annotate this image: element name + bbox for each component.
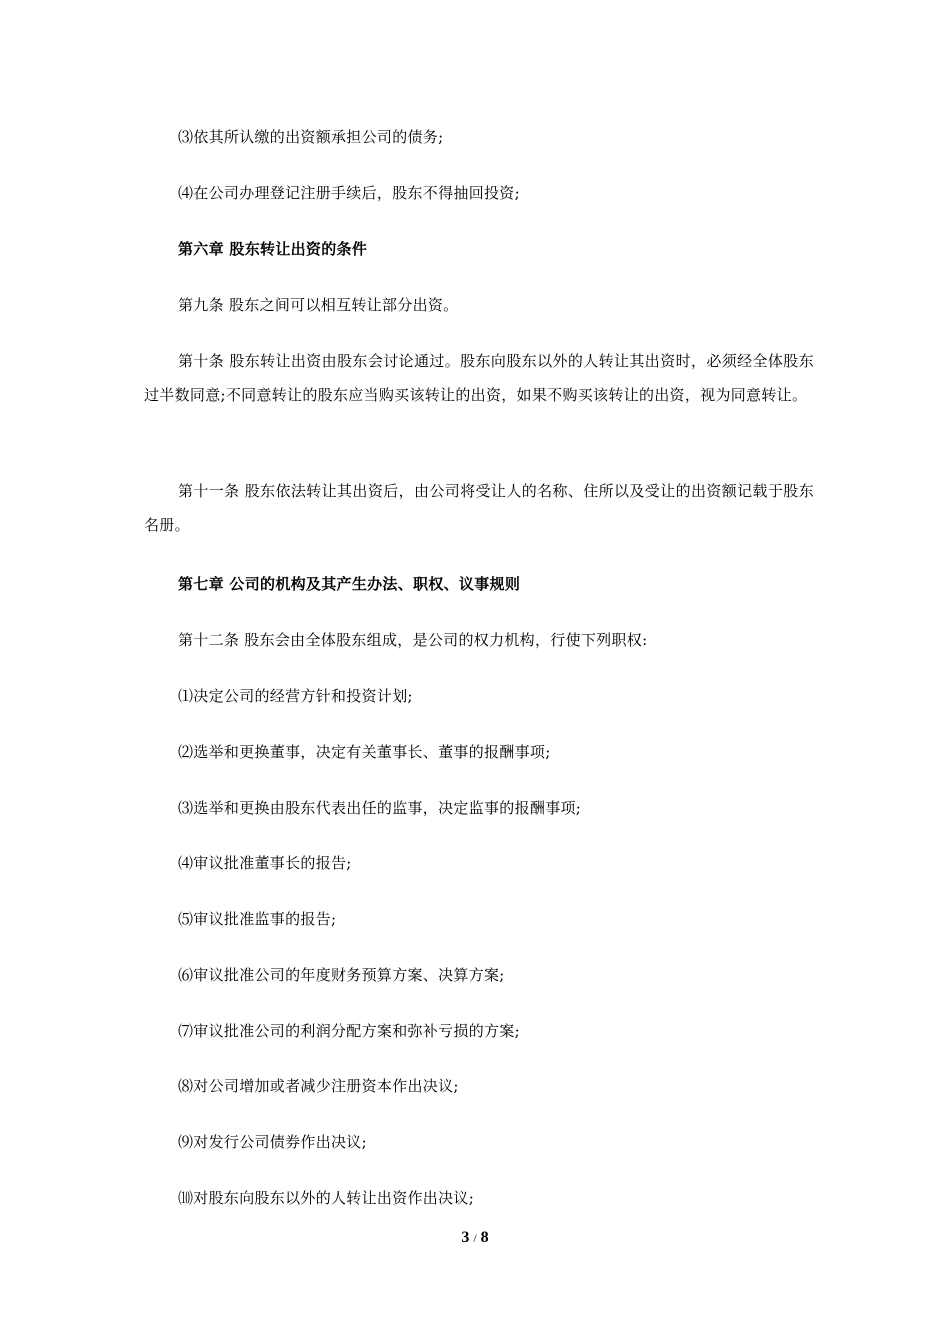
article12-paragraph: 第十二条 股东会由全体股东组成，是公司的权力机构，行使下列职权: [178,631,648,649]
power-item-6: ⑹审议批准公司的年度财务预算方案、决算方案; [178,966,505,984]
item4-no-withdraw: ⑷在公司办理登记注册手续后，股东不得抽回投资; [178,184,520,202]
page-separator: / [473,1231,477,1245]
power-item-3: ⑶选举和更换由股东代表出任的监事，决定监事的报酬事项; [178,799,582,817]
item3-liability: ⑶依其所认缴的出资额承担公司的债务; [178,128,444,146]
power-item-2: ⑵选举和更换董事，决定有关董事长、董事的报酬事项; [178,743,551,761]
power-item-8: ⑻对公司增加或者减少注册资本作出决议; [178,1077,459,1095]
page-number [0,1228,950,1248]
power-item-9: ⑼对发行公司债券作出决议; [178,1133,367,1151]
article9-paragraph: 第九条 股东之间可以相互转让部分出资。 [178,296,459,314]
chapter6-heading: 第六章 股东转让出资的条件 [178,240,368,258]
power-item-7: ⑺审议批准公司的利润分配方案和弥补亏损的方案; [178,1022,520,1040]
power-item-1: ⑴决定公司的经营方针和投资计划; [178,687,413,705]
power-item-10: ⑽对股东向股东以外的人转让出资作出决议; [178,1189,475,1207]
article10-paragraph: 第十条 股东转让出资由股东会讨论通过。股东向股东以外的人转让其出资时，必须经全体股东过半数同意;不同意转让的股东应当购买该转让的出资，如果不购买该转让的出资，视为同意转让。 [144,352,814,404]
article11-paragraph: 第十一条 股东依法转让其出资后，由公司将受让人的名称、住所以及受让的出资额记载于股东名册。 [144,482,814,534]
chapter7-heading: 第七章 公司的机构及其产生办法、职权、议事规则 [178,575,521,593]
current-page-number: 3 [461,1229,470,1246]
power-item-5: ⑸审议批准监事的报告; [178,910,337,928]
power-item-4: ⑷审议批准董事长的报告; [178,854,352,872]
total-page-count: 8 [480,1229,489,1246]
